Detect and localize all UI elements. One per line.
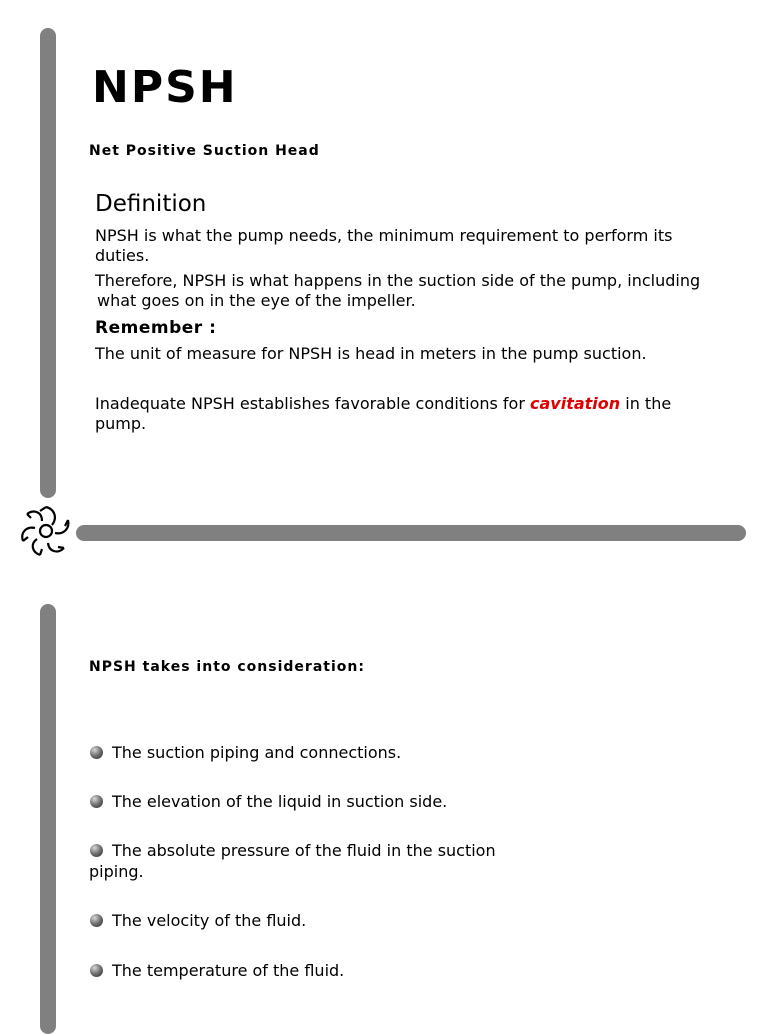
definition-paragraph-1-line2: duties. xyxy=(95,246,150,265)
left-vertical-bar-bottom xyxy=(40,604,56,1034)
bullet-icon xyxy=(90,746,103,759)
bullet-icon xyxy=(90,795,103,808)
list-item-text: The suction piping and connections. xyxy=(112,743,402,762)
cavitation-paragraph-line2: pump. xyxy=(95,414,147,433)
list-item-text: The elevation of the liquid in suction side. xyxy=(112,792,448,811)
definition-paragraph-2 xyxy=(95,271,745,311)
bullet-icon xyxy=(90,914,103,927)
list-item xyxy=(89,840,529,882)
bullet-icon xyxy=(90,964,103,977)
considerations-heading: NPSH takes into consideration: xyxy=(89,659,365,675)
bullet-icon xyxy=(90,844,103,857)
list-item-text: The temperature of the fluid. xyxy=(112,961,345,980)
list-item xyxy=(89,910,529,931)
horizontal-divider-bar xyxy=(76,525,746,541)
definition-paragraph-1-line1: NPSH is what the pump needs, the minimum requirement to perform its xyxy=(95,226,673,245)
cavitation-paragraph-before: Inadequate NPSH establishes favorable conditions for xyxy=(95,394,530,413)
cavitation-highlight: cavitation xyxy=(530,394,621,413)
left-vertical-bar-top xyxy=(40,28,56,498)
remember-label: Remember : xyxy=(95,318,217,338)
cavitation-paragraph-after: in the xyxy=(620,394,672,413)
page-title: NPSH xyxy=(92,62,238,113)
definition-paragraph-2-line2: what goes on in the eye of the impeller. xyxy=(97,291,416,310)
cavitation-paragraph xyxy=(95,394,745,434)
list-item-text: The velocity of the fluid. xyxy=(112,911,307,930)
unit-paragraph: The unit of measure for NPSH is head in meters in the pump suction. xyxy=(95,344,647,363)
list-item-text: The absolute pressure of the fluid in the suction xyxy=(112,841,496,860)
definition-paragraph-2-line1: Therefore, NPSH is what happens in the suction side of the pump, including xyxy=(95,271,701,290)
list-item xyxy=(89,960,529,981)
list-item xyxy=(89,791,529,812)
definition-heading: Definition xyxy=(95,191,207,217)
page-subtitle: Net Positive Suction Head xyxy=(89,143,320,159)
list-item xyxy=(89,742,529,763)
list-item-text-line2: piping. xyxy=(89,862,144,881)
pump-impeller-icon xyxy=(18,503,74,559)
definition-paragraph-1 xyxy=(95,226,745,266)
